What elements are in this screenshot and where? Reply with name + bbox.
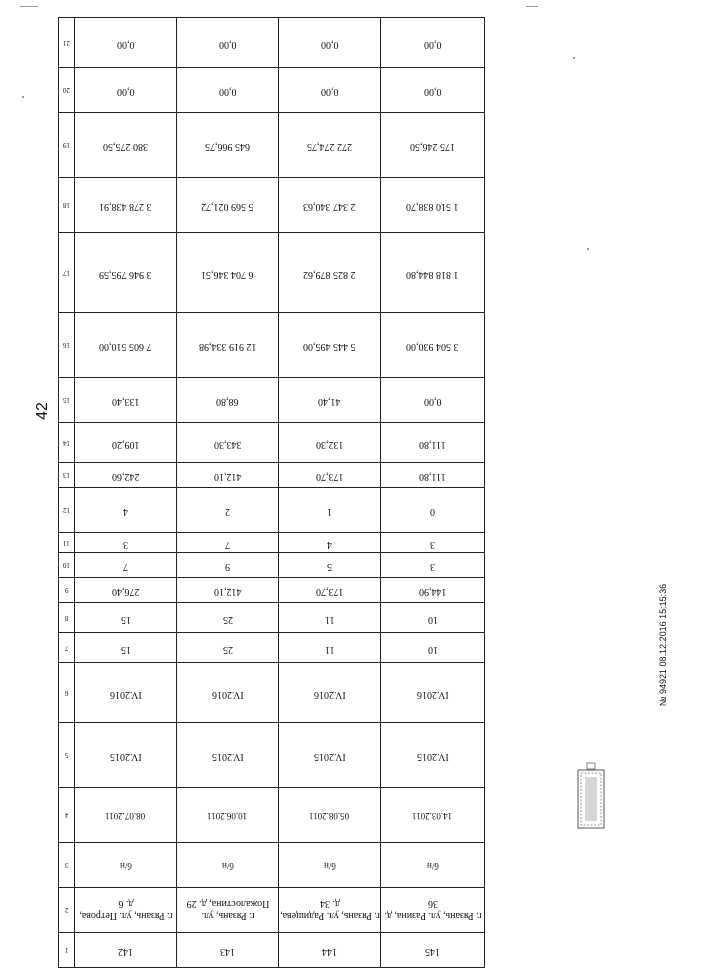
table-cell — [177, 723, 279, 788]
table-cell — [381, 378, 485, 423]
registration-stamp — [602, 583, 669, 707]
table-cell — [177, 68, 279, 113]
cell-value: 3 946 795,59 — [99, 268, 152, 280]
table-cell — [381, 723, 485, 788]
cell-value: 08.07.2011 — [105, 811, 146, 821]
cell-value: 7 — [123, 561, 128, 572]
column-number-cell — [59, 488, 75, 533]
table-cell — [279, 663, 381, 723]
table-cell — [279, 788, 381, 843]
column-number: 14 — [63, 438, 70, 447]
cell-value: IV.2016 — [109, 688, 142, 700]
table-cell — [75, 633, 177, 663]
address-text: г. Рязань, ул. Радищева, д. 34 — [279, 898, 380, 921]
cell-value: 5 — [327, 561, 332, 572]
cell-value: IV.2016 — [313, 688, 346, 700]
table-cell — [279, 178, 381, 233]
cell-value: IV.2016 — [416, 688, 449, 700]
cell-value: 1 — [327, 506, 332, 517]
table-cell — [75, 463, 177, 488]
table-cell — [279, 933, 381, 968]
cell-value: IV.2015 — [211, 751, 244, 762]
cell-value: 15 — [120, 643, 131, 655]
cell-value: 0 — [430, 506, 435, 517]
table-cell — [381, 788, 485, 843]
column-number-cell — [59, 533, 75, 553]
cell-value: 10 — [427, 643, 438, 655]
registration-stamp-text: № 94921 08.12.2016 15:15:36 — [658, 583, 669, 707]
cell-value: 41,40 — [318, 396, 341, 407]
table-cell — [177, 233, 279, 313]
address-text: г. Рязань, ул. Разина, д. 36 — [383, 898, 482, 921]
cell-value: 0,00 — [423, 38, 442, 50]
cell-value: 0,00 — [423, 396, 442, 407]
column-number: 18 — [63, 201, 70, 209]
cell-value: 145 — [425, 946, 440, 957]
column-number-cell — [59, 18, 75, 68]
column-number: 16 — [63, 341, 70, 349]
table-cell — [279, 603, 381, 633]
table-row — [59, 888, 485, 933]
table-cell — [177, 578, 279, 603]
column-number: 1 — [64, 946, 69, 954]
cell-value: б/н — [426, 861, 439, 871]
table-cell — [177, 18, 279, 68]
table-cell — [381, 533, 485, 553]
cell-value: 25 — [222, 613, 233, 625]
cell-value: 173,70 — [315, 586, 344, 597]
column-number: 5 — [64, 751, 69, 759]
table-row — [59, 423, 485, 463]
table-cell — [75, 423, 177, 463]
cell-value: 4 — [327, 538, 332, 550]
column-number: 4 — [64, 811, 69, 819]
scan-artifact — [20, 6, 38, 7]
table-cell — [177, 378, 279, 423]
column-number: 20 — [63, 86, 70, 94]
cell-value: 173,70 — [315, 471, 344, 482]
cell-value: 132,30 — [315, 438, 344, 450]
cell-value: 11 — [324, 643, 335, 655]
cell-value: 144 — [322, 946, 337, 957]
cell-value: 0,00 — [116, 86, 135, 97]
column-number-cell — [59, 578, 75, 603]
table-row — [59, 788, 485, 843]
table-row — [59, 378, 485, 423]
cell-value: 10.06.2011 — [207, 811, 248, 821]
cell-value: 11 — [324, 613, 335, 625]
column-number-cell — [59, 313, 75, 378]
table-cell — [381, 463, 485, 488]
column-number: 21 — [63, 38, 70, 47]
scan-artifact — [22, 96, 24, 98]
table-cell — [177, 888, 279, 933]
address-text: г. Рязань, ул. Петрова, д. 6 — [78, 898, 173, 921]
table-cell — [279, 463, 381, 488]
column-number-cell — [59, 633, 75, 663]
cell-value: 111,80 — [419, 438, 446, 450]
cell-value: 3 — [430, 561, 435, 572]
table-cell — [177, 313, 279, 378]
cell-value: 0,00 — [320, 86, 339, 97]
cell-value: 133,40 — [111, 396, 140, 407]
column-number-cell — [59, 378, 75, 423]
table-cell — [279, 843, 381, 888]
column-number: 11 — [63, 538, 70, 547]
table-cell — [381, 633, 485, 663]
column-number: 6 — [64, 688, 69, 697]
scan-artifact — [573, 57, 575, 59]
cell-value: IV.2015 — [109, 751, 142, 762]
cell-value: 0,00 — [320, 38, 339, 50]
column-number-cell — [59, 603, 75, 633]
table-cell — [75, 113, 177, 178]
column-number: 12 — [63, 506, 70, 514]
cell-value: 0,00 — [218, 86, 237, 97]
column-number: 8 — [64, 613, 69, 622]
table-cell — [381, 233, 485, 313]
cell-value: 7 605 510,00 — [99, 341, 152, 352]
table-cell — [75, 553, 177, 578]
column-number-cell — [59, 843, 75, 888]
cell-value: 1 818 844,80 — [406, 268, 459, 280]
cell-value: 12 919 334,98 — [198, 341, 257, 352]
cell-value: 05.08.2011 — [309, 811, 350, 821]
address-text: г. Рязань, ул. Пожалостина, д. 29 — [186, 898, 269, 921]
table-cell — [381, 488, 485, 533]
table-cell — [381, 113, 485, 178]
table-cell — [75, 603, 177, 633]
cell-value: 6 704 346,51 — [201, 268, 254, 280]
table-cell — [75, 663, 177, 723]
column-number: 9 — [64, 586, 69, 594]
table-row — [59, 463, 485, 488]
table-cell — [75, 933, 177, 968]
column-number: 3 — [64, 861, 69, 869]
table-cell — [279, 18, 381, 68]
table-cell — [75, 178, 177, 233]
table-cell — [381, 18, 485, 68]
cell-value: 4 — [123, 506, 128, 517]
table-cell — [381, 578, 485, 603]
cell-value: 111,80 — [419, 471, 446, 482]
cell-value: 3 — [430, 538, 435, 550]
column-number-cell — [59, 553, 75, 578]
cell-value: 1 510 838,70 — [406, 201, 459, 212]
cell-value: IV.2015 — [313, 751, 346, 762]
cell-value: 5 445 495,00 — [303, 341, 356, 352]
cell-value: б/н — [221, 861, 234, 871]
table-cell — [75, 233, 177, 313]
cell-value: 109,20 — [111, 438, 140, 450]
table-cell — [279, 578, 381, 603]
table-row — [59, 178, 485, 233]
column-number-cell — [59, 663, 75, 723]
table-row — [59, 313, 485, 378]
table-cell — [75, 843, 177, 888]
cell-value: 25 — [222, 643, 233, 655]
table-cell — [75, 723, 177, 788]
organization-seal-icon — [576, 762, 606, 834]
cell-value: IV.2015 — [416, 751, 449, 762]
table-cell — [381, 68, 485, 113]
scan-artifact — [526, 6, 538, 7]
column-number: 17 — [63, 268, 70, 277]
table-cell — [279, 488, 381, 533]
cell-value: 2 — [225, 506, 230, 517]
table-cell — [75, 533, 177, 553]
table-cell — [75, 888, 177, 933]
table-row — [59, 723, 485, 788]
page-number: 42 — [34, 402, 51, 420]
table-row — [59, 68, 485, 113]
table-cell — [177, 633, 279, 663]
cell-value: 143 — [220, 946, 235, 957]
cell-value: 3 504 930,00 — [406, 341, 459, 352]
table-cell — [177, 933, 279, 968]
cell-value: 15 — [120, 613, 131, 625]
table-row — [59, 633, 485, 663]
column-number-cell — [59, 933, 75, 968]
table-row — [59, 553, 485, 578]
table-cell — [279, 313, 381, 378]
table-cell — [381, 663, 485, 723]
table-cell — [381, 603, 485, 633]
table-cell — [381, 313, 485, 378]
cell-value: 0,00 — [423, 86, 442, 97]
table-row — [59, 113, 485, 178]
table-cell — [381, 843, 485, 888]
table-cell — [75, 68, 177, 113]
table-cell — [177, 463, 279, 488]
cell-value: 10 — [427, 613, 438, 625]
table-cell — [279, 423, 381, 463]
column-number: 7 — [64, 643, 69, 652]
data-table — [58, 17, 485, 968]
table-cell — [279, 113, 381, 178]
cell-value: 412,10 — [213, 586, 242, 597]
cell-value: 276,40 — [111, 586, 140, 597]
table-cell — [381, 423, 485, 463]
table-row — [59, 488, 485, 533]
table-cell — [177, 788, 279, 843]
table-cell — [75, 488, 177, 533]
column-number: 10 — [63, 561, 70, 569]
column-number-cell — [59, 113, 75, 178]
cell-value: 5 569 021,72 — [201, 201, 254, 212]
cell-value: 412,10 — [213, 471, 242, 482]
table-cell — [177, 178, 279, 233]
table-row — [59, 843, 485, 888]
cell-value: 242,60 — [111, 471, 140, 482]
column-number-cell — [59, 463, 75, 488]
column-number-cell — [59, 723, 75, 788]
cell-value: 142 — [118, 946, 133, 957]
table-cell — [177, 553, 279, 578]
table-cell — [279, 233, 381, 313]
table-cell — [381, 933, 485, 968]
table-cell — [279, 633, 381, 663]
column-number: 19 — [63, 141, 70, 149]
table-cell — [177, 488, 279, 533]
cell-value: 272 274,75 — [307, 141, 352, 152]
cell-value: 68,80 — [216, 396, 239, 407]
table-row — [59, 933, 485, 968]
cell-value: 14.03.2011 — [412, 811, 453, 821]
table-cell — [177, 533, 279, 553]
table-row — [59, 233, 485, 313]
table-cell — [75, 313, 177, 378]
table-cell — [279, 888, 381, 933]
cell-value: 645 966,75 — [205, 141, 250, 152]
table-cell — [279, 378, 381, 423]
cell-value: б/н — [323, 861, 336, 871]
cell-value: 380 275,50 — [103, 141, 148, 152]
table-row — [59, 578, 485, 603]
data-table-container — [58, 17, 484, 957]
table-cell — [279, 68, 381, 113]
cell-value: IV.2016 — [211, 688, 244, 700]
table-cell — [177, 843, 279, 888]
column-number-cell — [59, 788, 75, 843]
table-cell — [279, 723, 381, 788]
table-cell — [177, 113, 279, 178]
cell-value: 2 347 340,63 — [303, 201, 356, 212]
table-cell — [177, 423, 279, 463]
cell-value: 3 — [123, 538, 128, 550]
column-number-cell — [59, 178, 75, 233]
table-cell — [279, 533, 381, 553]
table-cell — [381, 553, 485, 578]
table-cell — [75, 378, 177, 423]
table-row — [59, 603, 485, 633]
table-cell — [279, 553, 381, 578]
column-number-cell — [59, 68, 75, 113]
column-number: 2 — [64, 906, 69, 914]
cell-value: 144,90 — [418, 586, 447, 597]
cell-value: 7 — [225, 538, 230, 550]
cell-value: 0,00 — [116, 38, 135, 50]
column-number: 15 — [63, 396, 70, 404]
table-row — [59, 18, 485, 68]
table-cell — [381, 888, 485, 933]
column-number-cell — [59, 888, 75, 933]
cell-value: б/н — [119, 861, 132, 871]
table-cell — [75, 788, 177, 843]
table-cell — [75, 578, 177, 603]
column-number-cell — [59, 233, 75, 313]
cell-value: 0,00 — [218, 38, 237, 50]
scan-artifact — [587, 248, 589, 250]
table-cell — [177, 603, 279, 633]
table-cell — [177, 663, 279, 723]
cell-value: 343,30 — [213, 438, 242, 450]
cell-value: 3 278 438,91 — [99, 201, 152, 212]
table-cell — [75, 18, 177, 68]
table-row — [59, 663, 485, 723]
cell-value: 175 246,50 — [410, 141, 455, 152]
table-cell — [381, 178, 485, 233]
table-row — [59, 533, 485, 553]
cell-value: 9 — [225, 561, 230, 572]
column-number: 13 — [63, 471, 70, 479]
column-number-cell — [59, 423, 75, 463]
cell-value: 2 825 879,62 — [303, 268, 356, 280]
